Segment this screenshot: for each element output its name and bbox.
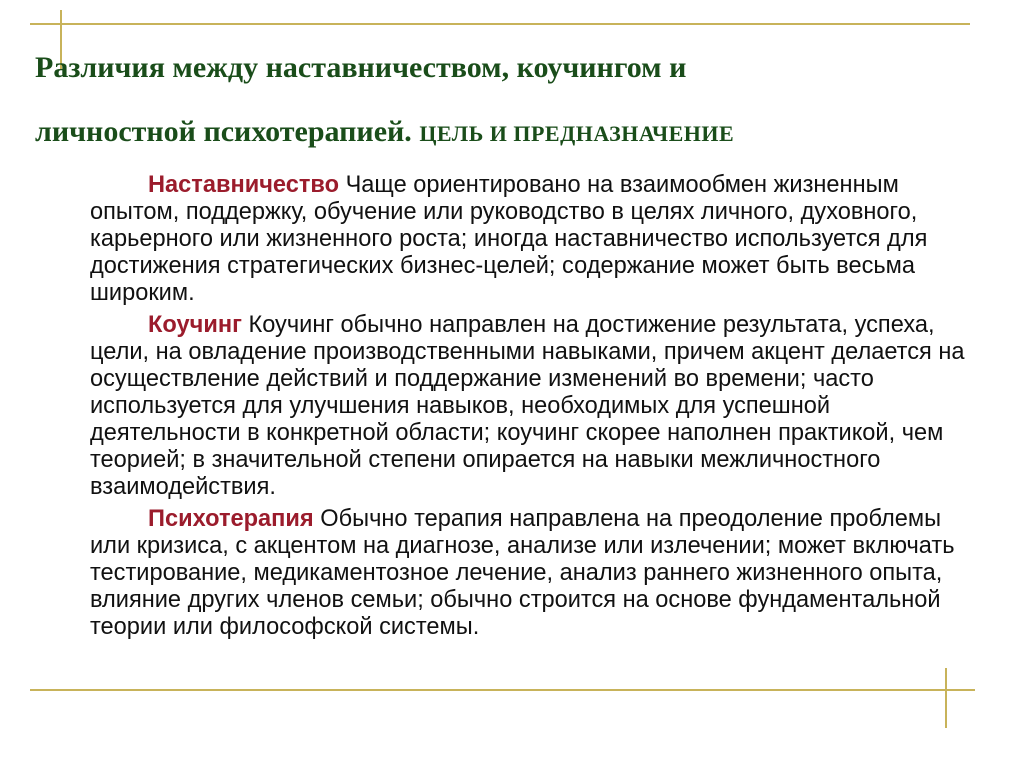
- text-psychotherapy: Обычно терапия направлена на преодоление проблемы или кризиса, с акцентом на диагнозе, анализе или излечении; может включать тестирование, медикаментозное лечение, анализ раннего жизненного опыта, влияние других членов семьи; обычно строится на основе фундаментальной теории или философской системы.: [90, 506, 955, 640]
- term-psychotherapy: Психотерапия: [148, 506, 314, 532]
- text-coaching: Коучинг обычно направлен на достижение результата, успеха, цели, на овладение производственными навыками, причем акцент делается на осуществление действий и поддержание изменений во времени; часто используется для улучшения навыков, необходимых для успешной деятельности в конкретной области; коучинг скорее наполнен практикой, чем теорией; в значительной степени опирается на навыки межличностного взаимодействия.: [90, 312, 965, 500]
- title-line-2-main: личностной психотерапией.: [35, 115, 412, 148]
- top-rule: [30, 23, 970, 25]
- right-rule: [945, 668, 947, 728]
- slide-body: [90, 172, 970, 646]
- title-line-1: Различия между наставничеством, коучингом и: [35, 51, 687, 84]
- paragraph-psychotherapy: [90, 506, 970, 641]
- slide-title: [35, 36, 995, 166]
- paragraph-coaching: [90, 312, 970, 501]
- term-mentoring: Наставничество: [148, 172, 340, 198]
- bottom-rule: [30, 689, 975, 691]
- text-mentoring: Чаще ориентировано на взаимообмен жизненным опытом, поддержку, обучение или руководство в целях личного, духовного, карьерного или жизненного роста; иногда наставничество используется для достижения стратегических бизнес-целей; содержание может быть весьма широким.: [90, 172, 928, 306]
- title-line-2: [35, 100, 995, 166]
- term-coaching: Коучинг: [148, 312, 242, 338]
- paragraph-mentoring: [90, 172, 970, 307]
- title-line-2-caps: ЦЕЛЬ И ПРЕДНАЗНАЧЕНИЕ: [419, 121, 735, 146]
